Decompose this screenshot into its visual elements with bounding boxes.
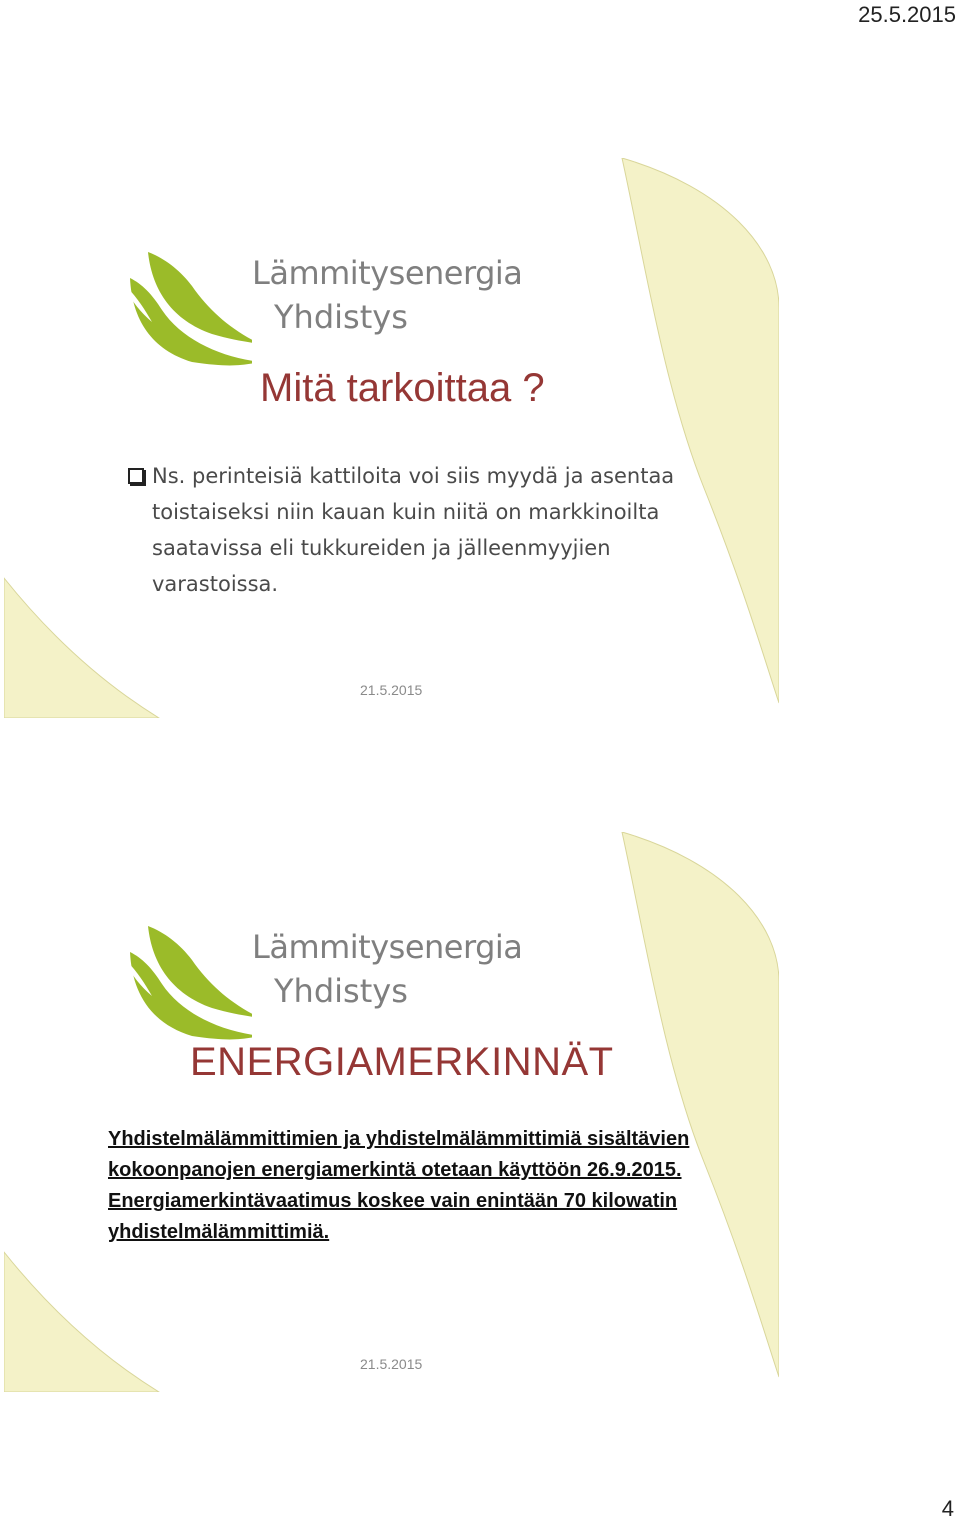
slide-title: Mitä tarkoittaa ?: [260, 366, 545, 410]
slide-2: [4, 832, 779, 1392]
logo-name-line1: Lämmitysenergia: [252, 928, 523, 966]
organization-logo: [122, 924, 542, 1044]
leaf-logo-icon: [122, 250, 252, 370]
logo-name-line1: Lämmitysenergia: [252, 254, 523, 292]
slide-footer-date: 21.5.2015: [360, 1356, 423, 1372]
slide-title: ENERGIAMERKINNÄT: [190, 1040, 614, 1084]
logo-name-line2: Yhdistys: [274, 972, 408, 1010]
leaf-logo-icon: [122, 924, 252, 1044]
bullet-text: Ns. perinteisiä kattiloita voi siis myydä ja asentaa toistaiseksi niin kauan kuin niitä on markkinoilta saatavissa eli tukkureiden ja jälleenmyyjien varastoissa.: [152, 464, 675, 596]
slide-footer-date: 21.5.2015: [360, 682, 423, 698]
slide-1: [4, 158, 779, 718]
slide-body-text: Yhdistelmälämmittimien ja yhdistelmälämmittimiä sisältävien kokoonpanojen energiamerkintä otetaan käyttöön 26.9.2015. Energiamerkintävaatimus koskee vain enintään 70 kilowatin yhdistelmälämmittimiä.: [108, 1128, 690, 1243]
checkbox-bullet-icon: [128, 468, 144, 484]
page-header-date: 25.5.2015: [858, 2, 956, 27]
page-number: 4: [941, 1496, 954, 1521]
organization-logo: [122, 250, 542, 370]
slide-background-shapes: [4, 832, 779, 1392]
logo-name-line2: Yhdistys: [274, 298, 408, 336]
slide-background-shapes: [4, 158, 779, 718]
bullet-item: [124, 458, 684, 602]
